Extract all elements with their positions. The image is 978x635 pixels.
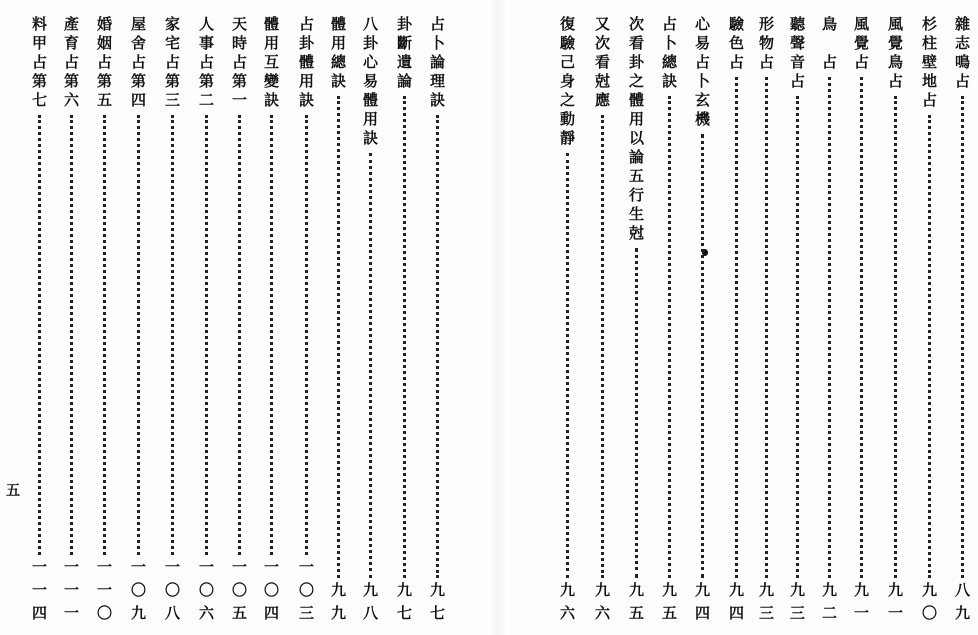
- toc-entry-title: 次看卦之體用以論五行生尅: [627, 16, 645, 244]
- toc-entry-title: 風覺鳥占: [886, 16, 904, 92]
- toc-entry[interactable]: [884, 16, 906, 628]
- toc-entry[interactable]: [260, 16, 282, 628]
- dotted-leader: [305, 115, 308, 555]
- dotted-leader: [765, 77, 768, 578]
- toc-entry-page: 一一四: [30, 559, 48, 628]
- toc-entry-page: 九一: [852, 582, 870, 628]
- toc-entry[interactable]: [591, 16, 613, 628]
- toc-entry[interactable]: [850, 16, 872, 628]
- book-gutter: [488, 0, 508, 635]
- dotted-leader: [103, 115, 106, 555]
- toc-entry-page: 九三: [788, 582, 806, 628]
- toc-entry-title: 杉柱壁地占: [920, 16, 938, 111]
- toc-entry-page: 九九: [329, 582, 347, 628]
- toc-entry-title: 鳥 占: [820, 16, 838, 73]
- toc-entry-title: 體用互變訣: [262, 16, 280, 111]
- dotted-leader: [38, 115, 41, 555]
- toc-entry[interactable]: [28, 16, 50, 628]
- toc-entry-page: 九四: [693, 582, 711, 628]
- toc-entry-page: 一〇六: [197, 559, 215, 628]
- toc-entry-title: 婚姻占第五: [95, 16, 113, 111]
- toc-entry-page: 九一: [886, 582, 904, 628]
- dotted-leader: [337, 96, 340, 578]
- toc-entry-title: 占卜論理訣: [428, 16, 446, 111]
- dotted-leader: [566, 153, 569, 578]
- toc-entry[interactable]: [625, 16, 647, 628]
- toc-entry-page: 九三: [757, 582, 775, 628]
- dotted-leader: [369, 153, 372, 578]
- toc-entry-page: 九二: [820, 582, 838, 628]
- dotted-leader: [928, 115, 931, 578]
- toc-entry-page: 一〇八: [163, 559, 181, 628]
- toc-entry-title: 聽聲音占: [788, 16, 806, 92]
- toc-entry[interactable]: [359, 16, 381, 628]
- toc-entry-page: 九五: [627, 582, 645, 628]
- dotted-leader: [205, 115, 208, 555]
- toc-entry-title: 形物占: [757, 16, 775, 73]
- toc-entry-page: 九八: [361, 582, 379, 628]
- toc-entry-title: 占卜總訣: [660, 16, 678, 92]
- dotted-leader: [828, 77, 831, 578]
- toc-entry-page: 九四: [727, 582, 745, 628]
- toc-entry-title: 八卦心易體用訣: [361, 16, 379, 149]
- toc-entry-title: 復驗己身之動靜: [558, 16, 576, 149]
- toc-entry-page: 一〇九: [129, 559, 147, 628]
- toc-entry-title: 產育占第六: [62, 16, 80, 111]
- toc-entry-title: 人事占第二: [197, 16, 215, 111]
- toc-entry-page: 九〇: [920, 582, 938, 628]
- toc-entry-page: 九七: [395, 582, 413, 628]
- dotted-leader: [403, 96, 406, 578]
- dotted-leader: [171, 115, 174, 555]
- dotted-leader: [635, 248, 638, 578]
- toc-entry-title: 料甲占第七: [30, 16, 48, 111]
- dotted-leader: [70, 115, 73, 555]
- toc-entry[interactable]: [658, 16, 680, 628]
- dotted-leader: [270, 115, 273, 555]
- toc-entry[interactable]: [60, 16, 82, 628]
- toc-entry-title: 家宅占第三: [163, 16, 181, 111]
- dotted-leader: [735, 77, 738, 578]
- toc-entry-page: 一〇三: [297, 559, 315, 628]
- toc-entry[interactable]: [195, 16, 217, 628]
- toc-entry[interactable]: [556, 16, 578, 628]
- toc-entry[interactable]: [818, 16, 840, 628]
- toc-entry-page: 九五: [660, 582, 678, 628]
- toc-entry-title: 占卦體用訣: [297, 16, 315, 111]
- dotted-leader: [860, 77, 863, 578]
- toc-entry-page: 一〇五: [230, 559, 248, 628]
- toc-entry[interactable]: [918, 16, 940, 628]
- toc-entry-title: 心易占卜玄機: [693, 16, 711, 130]
- dotted-leader: [796, 96, 799, 578]
- toc-entry[interactable]: [393, 16, 415, 628]
- toc-entry[interactable]: [725, 16, 747, 628]
- toc-entry-page: 九六: [558, 582, 576, 628]
- toc-entry[interactable]: [951, 16, 973, 628]
- toc-entry-page: 一〇四: [262, 559, 280, 628]
- dotted-leader: [137, 115, 140, 555]
- dotted-leader: [668, 96, 671, 578]
- toc-entry-title: 驗色占: [727, 16, 745, 73]
- toc-entry-page: 一一一: [62, 559, 80, 628]
- toc-entry[interactable]: [786, 16, 808, 628]
- toc-entry-title: 雜志鳴占: [953, 16, 971, 92]
- toc-entry[interactable]: [426, 16, 448, 628]
- toc-entry-page: 八九: [953, 582, 971, 628]
- dotted-leader: [601, 115, 604, 578]
- toc-entry-title: 又次看尅應: [593, 16, 611, 111]
- toc-entry-page: 九七: [428, 582, 446, 628]
- toc-entry[interactable]: [691, 16, 713, 628]
- dotted-leader: [894, 96, 897, 578]
- dotted-leader: [238, 115, 241, 555]
- dotted-leader: [701, 134, 704, 578]
- toc-entry[interactable]: [755, 16, 777, 628]
- toc-entry[interactable]: [295, 16, 317, 628]
- toc-entry-page: 一一〇: [95, 559, 113, 628]
- toc-entry[interactable]: [327, 16, 349, 628]
- toc-entry[interactable]: [127, 16, 149, 628]
- toc-entry-title: 屋舍占第四: [129, 16, 147, 111]
- toc-entry[interactable]: [161, 16, 183, 628]
- dotted-leader: [436, 115, 439, 578]
- toc-entry-title: 風覺占: [852, 16, 870, 73]
- toc-entry-title: 體用總訣: [329, 16, 347, 92]
- page-folio: 五: [6, 483, 20, 499]
- toc-entry-title: 天時占第一: [230, 16, 248, 111]
- toc-entry[interactable]: [93, 16, 115, 628]
- dotted-leader: [961, 96, 964, 578]
- toc-entry[interactable]: [228, 16, 250, 628]
- toc-entry-page: 九六: [593, 582, 611, 628]
- toc-entry-title: 卦斷遺論: [395, 16, 413, 92]
